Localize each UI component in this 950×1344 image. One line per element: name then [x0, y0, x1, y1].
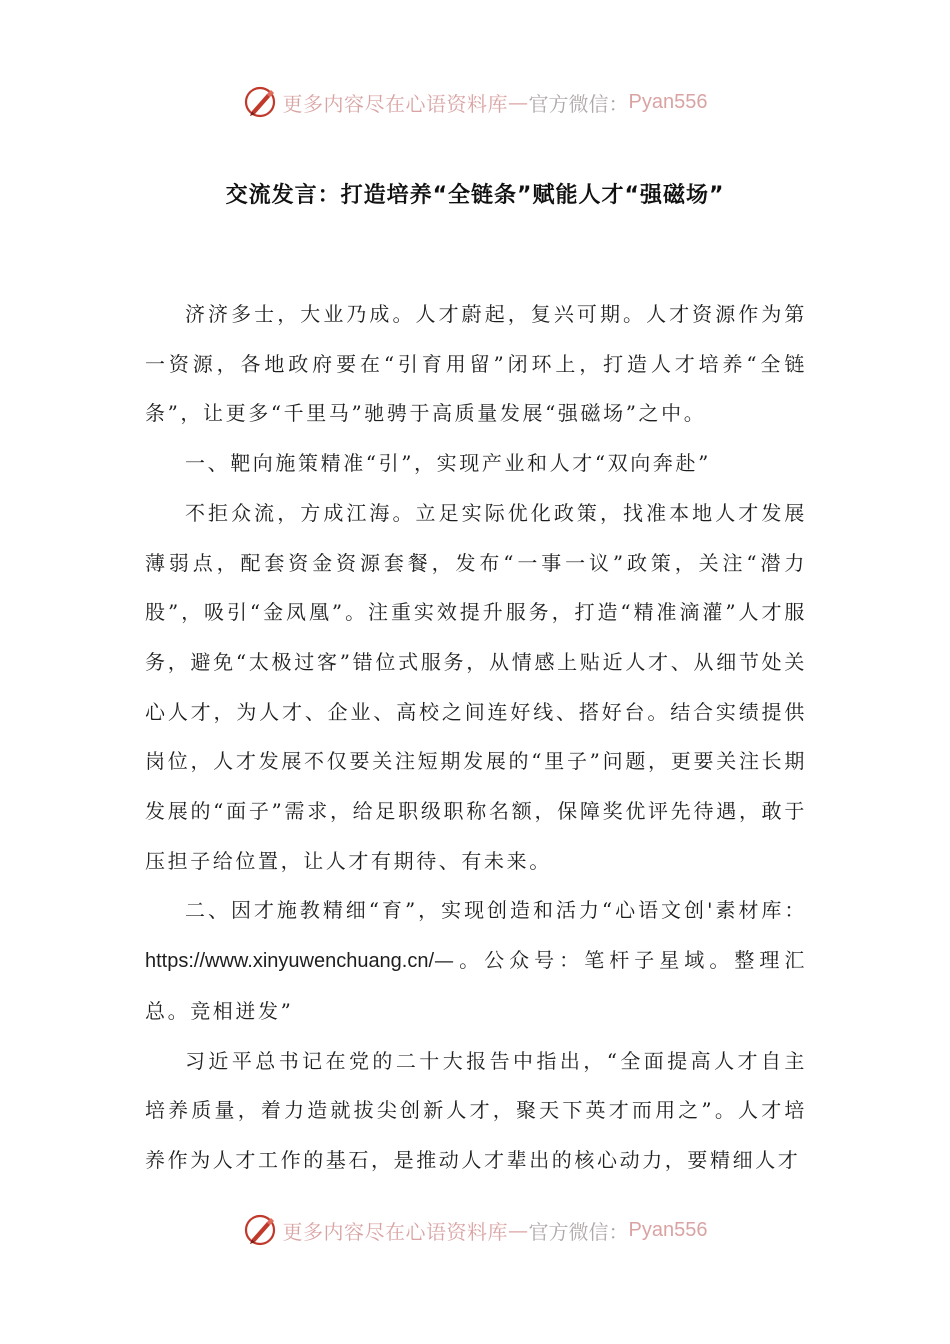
- watermark-text: 更多内容尽在心语资料库: [282, 91, 509, 116]
- watermark-wechat-label: 官方微信：: [528, 91, 629, 116]
- document-title: 交流发言：打造培养“全链条”赋能人才“强磁场”: [225, 183, 725, 208]
- watermark-wechat-id: Pyan556: [628, 90, 708, 113]
- paragraph-section-1: 不拒众流，方成江海。立足实际优化政策，找准本地人才发展薄弱点，配套资金资源套餐，发布“一事一议”政策，关注“潜力股”，吸引“金凤凰”。注重实效提升服务，打造“精准滴灌”人才服务，避免“太极过客”错位式服务，从情感上贴近人才、从细节处关心人才，为人才、企业、高校之间连好线、搭好台。结合实绩提供岗位，人才发展不仅要关注短期发展的“里子”问题，更要关注长期发展的“面子”需求，给足职级职称名额，保障奖优评先待遇，敢于压担子给位置，让人才有期待、有未来。: [145, 500, 807, 873]
- watermark-wechat-id: Pyan556: [628, 1218, 708, 1241]
- pen-logo-icon: [243, 84, 279, 120]
- paragraph-intro: 济济多士，大业乃成。人才蔚起，复兴可期。人才资源作为第一资源，各地政府要在“引育用留”闭环上，打造人才培养“全链条”，让更多“千里马”驰骋于高质量发展“强磁场”之中。: [145, 302, 807, 426]
- watermark-wechat-label: 官方微信：: [528, 1219, 629, 1244]
- watermark-dash: —: [508, 90, 529, 114]
- paragraph-section-2: 习近平总书记在党的二十大报告中指出，“全面提高人才自主培养质量，着力造就拔尖创新人才，聚天下英才而用之”。人才培养作为人才工作的基石，是推动人才辈出的核心动力，要精细人才: [145, 1048, 807, 1172]
- watermark-dash: —: [508, 1218, 529, 1242]
- watermark-text: 更多内容尽在心语资料库: [282, 1219, 509, 1244]
- section-heading-2-tail: —。公众号：笔杆子星域。整理汇总。竞相迸发”: [145, 948, 807, 1023]
- resource-url-link[interactable]: https://www.xinyuwenchuang.cn/: [145, 950, 435, 973]
- footer-watermark-banner: [0, 1210, 950, 1250]
- header-watermark-banner: [0, 82, 950, 122]
- section-heading-2: [145, 886, 807, 1036]
- section-heading-2-text: 二、因才施教精细“育”，实现创造和活力“心语文创'素材库：: [185, 898, 807, 923]
- pen-logo-icon: [243, 1212, 279, 1248]
- document-body: [145, 290, 807, 1186]
- section-heading-1: 一、靶向施策精准“引”，实现产业和人才“双向奔赴”: [185, 451, 711, 476]
